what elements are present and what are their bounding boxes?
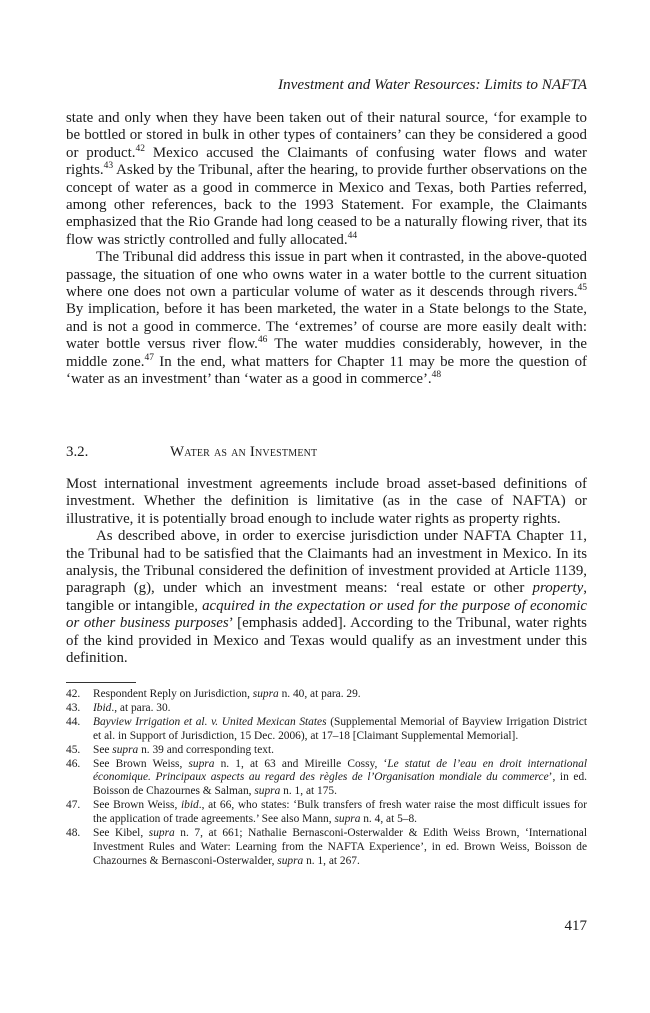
footnotes [66, 688, 587, 869]
footnote-text: Respondent Reply on Jurisdiction, supra n. 40, at para. 29. [93, 688, 361, 700]
footnote-divider [66, 682, 136, 683]
footnote-number: 42. [66, 688, 81, 700]
emphasis-property: property [532, 580, 584, 597]
footnote-number: 43. [66, 701, 81, 714]
footnote-ref-44[interactable]: 44 [347, 230, 358, 241]
paragraph-4: As described above, in order to exercise jurisdiction under NAFTA Chapter 11, the Tribunal had to be satisfied that the Claimants had an investment in Mexico. In its analysis, the Tribunal considered the definition of investment provided at Article 1139, paragraph (g), under which an investment means: ‘real estate or other property, tangible or intangible, acquired in the expectation or used for the purpose of economic or other business purposes’ [emphasis added]. According to the Tribunal, water rights of the kind provided in Mexico and Texas would qualify as an investment under this definition. [66, 528, 588, 667]
paragraph-1: state and only when they have been taken out of their natural source, ‘for example to be bottled or stored in bulk in other types of containers’ can they be considered a good or product.$^{42}$ Mexico accused the Claimants of confusing water flows and water rights.$^{43}$ Asked by the Tribunal, after the hearing, to provide further observations on the concept of water as a good in commerce in Mexico and Texas, both Parties referred, among other references, back to the 1993 Statement. For example, the Claimants emphasized that the Rio Grande had long ceased to be a naturally flowing river, that its flow was strictly controlled and fully allocated.$^{44}$ [66, 110, 587, 248]
footnote-text: See Brown Weiss, supra n. 1, at 63 and Mireille Cossy, ‘Le statut de l’eau en droit international économique. Principaux aspects au regard des règles de l’Organisation mondiale du commerce’, in ed. Boisson de Chazournes & Salman, supra n. 1, at 175. [93, 757, 587, 798]
section-number: 3.2. [66, 444, 89, 460]
footnote-number: 44. [66, 715, 81, 728]
page-number: 417 [564, 918, 587, 934]
section-heading [66, 443, 317, 461]
footnote-46 [66, 758, 587, 800]
footnote-ref-46[interactable]: 46 [257, 335, 268, 346]
footnote-ref-42[interactable]: 42 [135, 143, 146, 154]
paragraph-2: The Tribunal did address this issue in part when it contrasted, in the above-quoted passage, the situation of one who owns water in a water bottle to the current situation where one does not own a particular volume of water as it descends through rivers.$^{45}$ By implication, before it has been marketed, the water in a State belongs to the State, and is not a good in commerce. The ‘extremes’ of course are more easily dealt with: water bottle versus river flow.$^{46}$ The water muddies considerably, however, in the middle zone.$^{47}$ In the end, what matters for Chapter 11 may be more the question of ‘water as an investment’ than ‘water as a good in commerce’.$^{48}$ [66, 249, 587, 388]
running-head: Investment and Water Resources: Limits to NAFTA [277, 76, 587, 93]
footnote-ref-45[interactable]: 45 [577, 283, 587, 294]
paragraph-3: Most international investment agreements include broad asset-based definitions of investment. Whether the definition is limitative (as in the case of NAFTA) or illustrative, it is potentially broad enough to include water rights as property rights. [66, 476, 587, 527]
body-text-section [66, 476, 587, 667]
footnote-ref-47[interactable]: 47 [144, 352, 154, 363]
footnote-number: 45. [66, 743, 81, 756]
footnote-45 [66, 744, 587, 758]
footnote-ref-43[interactable]: 43 [103, 161, 114, 172]
footnote-number: 48. [66, 827, 81, 840]
footnote-number: 47. [66, 799, 81, 812]
emphasis-purpose: acquired in the expectation or used for the purpose of economic or other business purposes [66, 597, 588, 632]
footnote-text: Ibid., at para. 30. [93, 701, 171, 714]
body-text-top [66, 110, 587, 389]
footnote-text: See Brown Weiss, ibid., at 66, who states: ‘Bulk transfers of fresh water raise the most difficult issues for the application of trade agreements.’ See also Mann, supra n. 4, at 5–8. [93, 799, 588, 826]
footnote-text: See supra n. 39 and corresponding text. [93, 743, 274, 756]
footnote-ref-48[interactable]: 48 [431, 370, 442, 381]
footnote-text: See Kibel, supra n. 7, at 661; Nathalie Bernasconi-Osterwalder & Edith Weiss Brown, ‘International Investment Rules and Water: Learning from the NAFTA Experience’, in ed. Brown Weiss, Boisson de Chazournes & Bernasconi-Osterwalder, supra n. 1, at 267. [93, 827, 588, 867]
footnote-number: 46. [66, 757, 81, 770]
footnote-44 [66, 716, 587, 744]
footnote-48 [66, 827, 587, 869]
section-title: Water as an Investment [170, 444, 318, 460]
footnote-43 [66, 702, 587, 716]
footnote-47 [66, 799, 587, 827]
footnote-text: Bayview Irrigation et al. v. United Mexican States (Supplemental Memorial of Bayview Irrigation District et al. in Support of Jurisdiction, 15 Dec. 2006), at 17–18 [Claimant Supplemental Memorial]. [93, 715, 587, 742]
footnote-42 [66, 688, 587, 702]
